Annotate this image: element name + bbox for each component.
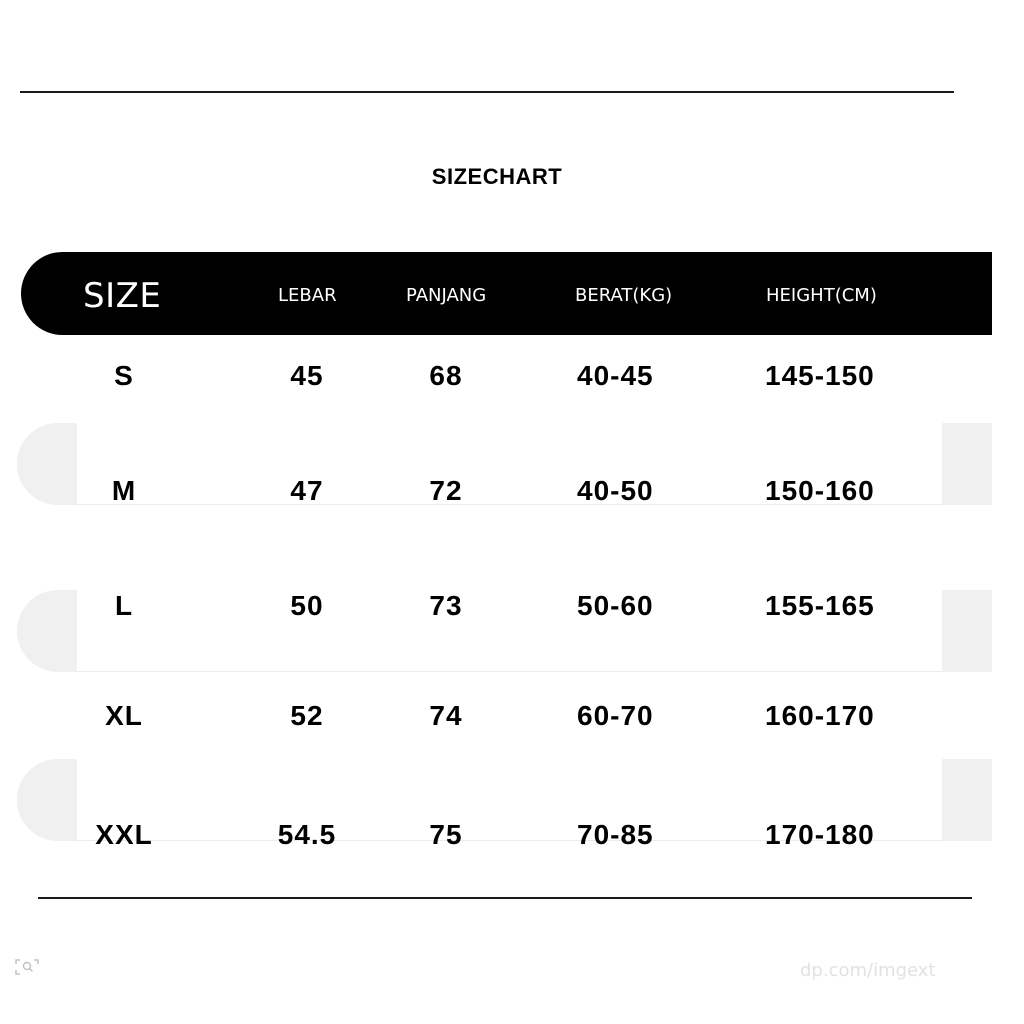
cell-berat: 60-70 [577,700,654,731]
cell-lebar: 50 [290,590,324,621]
cell-lebar: 47 [290,475,324,506]
image-search-icon [14,958,40,976]
row-band-line [77,671,942,672]
cell-berat: 70-85 [577,819,654,850]
table-row [0,700,1024,740]
table-header [21,252,992,335]
cell-height: 160-170 [765,700,875,731]
cell-berat: 50-60 [577,590,654,621]
cell-lebar: 52 [290,700,324,731]
table-row [0,360,1024,400]
cell-size: M [111,475,137,506]
cell-panjang: 68 [429,360,463,391]
table-row [0,475,1024,515]
cell-height: 170-180 [765,819,875,850]
top-divider [20,91,954,93]
header-panjang: PANJANG [406,285,487,306]
header-lebar: LEBAR [278,285,337,306]
cell-size: L [114,590,134,621]
cell-berat: 40-50 [577,475,654,506]
cell-height: 155-165 [765,590,875,621]
table-row [0,819,1024,859]
cell-lebar: 54.5 [277,819,337,850]
cell-height: 150-160 [765,475,875,506]
cell-panjang: 72 [429,475,463,506]
cell-panjang: 75 [429,819,463,850]
page-title: SIZECHART [431,164,563,189]
cell-height: 145-150 [765,360,875,391]
cell-berat: 40-45 [577,360,654,391]
cell-size: XXL [95,819,153,850]
bottom-divider [38,897,972,899]
cell-lebar: 45 [290,360,324,391]
header-size: SIZE [83,276,162,316]
header-berat: BERAT(KG) [575,285,673,306]
cell-panjang: 74 [429,700,463,731]
header-height: HEIGHT(CM) [766,285,877,306]
watermark-text: dp.com/imgext [800,960,936,981]
cell-size: S [114,360,134,391]
table-row [0,590,1024,630]
cell-panjang: 73 [429,590,463,621]
cell-size: XL [105,700,143,731]
